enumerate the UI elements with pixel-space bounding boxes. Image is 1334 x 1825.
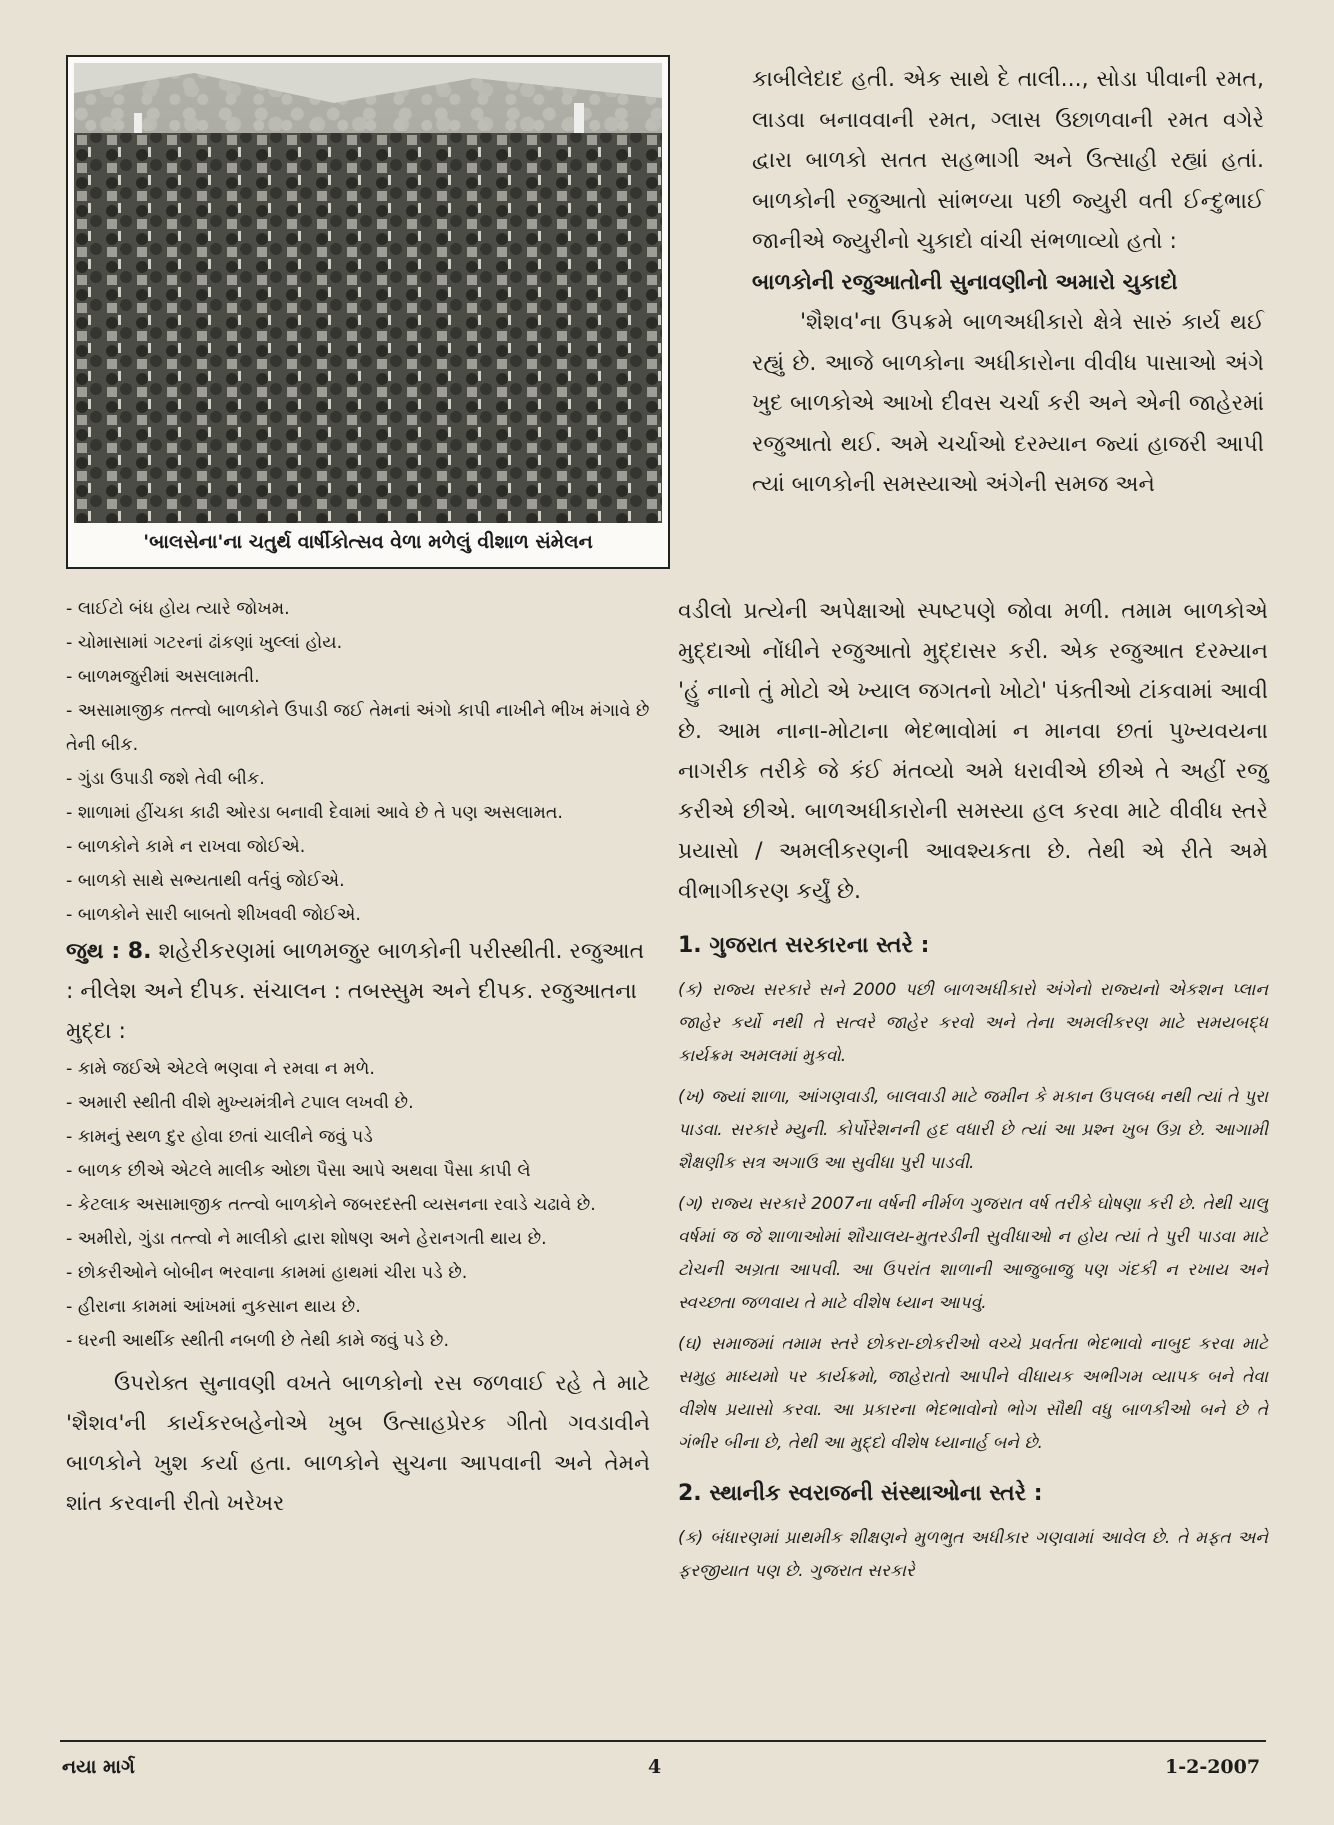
publication-name: નયા માર્ગ xyxy=(62,1756,135,1778)
section-2-heading: 2. સ્થાનીક સ્વરાજની સંસ્થાઓના સ્તરે : xyxy=(678,1481,1043,1506)
page-number: 4 xyxy=(648,1756,662,1778)
list-item: - ઘરની આર્થીક સ્થીતી નબળી છે તેથી કામે જવું પડે છે. xyxy=(66,1331,450,1351)
list-item: - લાઈટો બંધ હોય ત્યારે જોખમ. xyxy=(66,599,290,619)
list-item: - બાળકોને સારી બાબતો શીખવવી જોઈએ. xyxy=(66,905,361,925)
list-item: - બાળમજુરીમાં અસલામતી. xyxy=(66,667,260,687)
list-item: - અમીરો, ગુંડા તત્ત્વો ને માલીકો દ્વારા શોષણ અને હેરાનગતી થાય છે. xyxy=(66,1229,547,1249)
concerns-list xyxy=(66,592,650,932)
right-main-paragraph: વડીલો પ્રત્યેની અપેક્ષાઓ સ્પષ્ટપણે જોવા મળી. તમામ બાળકોએ મુદ્દાઓ નોંધીને રજુઆતો મુદ્દાસર કરી. એક રજુઆત દરમ્યાન 'હું નાનો તું મોટો એ ખ્યાલ જગતનો ખોટો' પંક્તીઓ ટાંકવામાં આવી છે. આમ નાના-મોટાના ભેદભાવોમાં ન માનવા છતાં પુખ્યવયના નાગરીક તરીકે જે કંઈ મંતવ્યો અમે ધરાવીએ છીએ તે અહીં રજુ કરીએ છીએ. બાળઅધીકારોની સમસ્યા હલ કરવા માટે વીવીધ સ્તરે પ્રયાસો / અમલીકરણની આવશ્યકતા છે. તેથી એ રીતે અમે વીભાગીકરણ કર્યું છે. xyxy=(678,599,1268,904)
crowd-photo xyxy=(74,63,662,523)
section-1-heading: 1. ગુજરાત સરકારના સ્તરે : xyxy=(678,933,930,958)
section-1-item-kha: (ખ) જ્યાં શાળા, આંગણવાડી, બાલવાડી માટે જમીન કે મકાન ઉપલબ્ધ નથી ત્યાં તે પુરા પાડવા. સરકારે મ્યુની. કોર્પોરેશનની હદ વધારી છે ત્યાં આ પ્રશ્ન ખુબ ઉગ્ર છે. આગામી શૈક્ષણીક સત્ર અગાઉ આ સુવીધા પુરી પાડવી. xyxy=(678,1087,1268,1173)
right-column-top xyxy=(752,60,1264,506)
list-item: - બાળકોને કામે ન રાખવા જોઈએ. xyxy=(66,837,306,857)
group-8-text: શહેરીકરણમાં બાળમજુર બાળકોની પરીસ્થીતી. રજુઆત : નીલેશ અને દીપક. સંચાલન : તબસ્સુમ અને દીપક. રજુઆતના મુદ્દા : xyxy=(66,939,645,1044)
list-item: - શાળામાં હીંચકા કાઢી ઓરડા બનાવી દેવામાં આવે છે તે પણ અસલામત. xyxy=(66,803,563,823)
list-item: - બાળક છીએ એટલે માલીક ઓછા પૈસા આપે અથવા પૈસા કાપી લે xyxy=(66,1161,531,1181)
list-item: - છોકરીઓને બોબીન ભરવાના કામમાં હાથમાં ચીરા પડે છે. xyxy=(66,1263,468,1283)
list-item: - બાળકો સાથે સભ્યતાથી વર્તવું જોઈએ. xyxy=(66,871,345,891)
section-1-item-gha: (ઘ) સમાજમાં તમામ સ્તરે છોકરા-છોકરીઓ વચ્ચે પ્રવર્તતા ભેદભાવો નાબુદ કરવા માટે સમુહ માધ્યમો પર કાર્યક્રમો, જાહેરાતો આપીને વીધાયક અભીગમ વ્યાપક બને તેવા વીશેષ પ્રયાસો કરવા. આ પ્રકારના ભેદભાવોનો ભોગ સૌથી વધુ બાળકીઓ બને છે તે ગંભીર બીના છે, તેથી આ મુદ્દો વીશેષ ધ્યાનાર્હ બને છે. xyxy=(678,1334,1268,1453)
list-item: - ચોમાસામાં ગટરનાં ઢાંકણાં ખુલ્લાં હોય. xyxy=(66,633,343,653)
list-item: - કામનું સ્થળ દુર હોવા છતાં ચાલીને જવું પડે xyxy=(66,1127,373,1147)
photo-frame xyxy=(66,55,670,569)
section-1-item-ka: (ક) રાજ્ય સરકારે સને 2000 પછી બાળઅધીકારો અંગેનો રાજ્યનો એકશન પ્લાન જાહેર કર્યો નથી તે સત્વરે જાહેર કરવો અને તેના અમલીકરણ માટે સમયબદ્ધ કાર્યક્રમ અમલમાં મુકવો. xyxy=(678,980,1268,1066)
section-1-item-ga: (ગ) રાજ્ય સરકારે 2007ના વર્ષની નીર્મળ ગુજરાત વર્ષ તરીકે ઘોષણા કરી છે. તેથી ચાલુ વર્ષમાં જ જે શાળાઓમાં શૌચાલય-મુતરડીની સુવીધાઓ ન હોય ત્યાં તે પુરી પાડવા માટે ટોચની અગ્રતા આપવી. આ ઉપરાંત શાળાની આજુબાજુ પણ ગંદકી ન રખાય અને સ્વચ્છતા જળવાય તે માટે વીશેષ ધ્યાન આપવું. xyxy=(678,1194,1268,1313)
group-8-points-list xyxy=(66,1052,650,1358)
verdict-heading: બાળકોની રજુઆતોની સુનાવણીનો અમારો ચુકાદો xyxy=(752,269,1178,295)
list-item: - ગુંડા ઉપાડી જશે તેવી બીક. xyxy=(66,769,265,789)
footer-rule xyxy=(60,1740,1266,1742)
issue-date: 1-2-2007 xyxy=(1165,1756,1261,1778)
left-closing-paragraph: ઉપરોક્ત સુનાવણી વખતે બાળકોનો રસ જળવાઈ રહે તે માટે 'શૈશવ'ની કાર્યકરબહેનોએ ખુબ ઉત્સાહપ્રેરક ગીતો ગવડાવીને બાળકોને ખુશ કર્યા હતા. બાળકોને સુચના આપવાની અને તેમને શાંત કરવાની રીતો ખરેખર xyxy=(66,1371,650,1516)
list-item: - કેટલાક અસામાજીક તત્ત્વો બાળકોને જબરદસ્તી વ્યસનના રવાડે ચઢાવે છે. xyxy=(66,1195,596,1215)
list-item: - અમારી સ્થીતી વીશે મુખ્યમંત્રીને ટપાલ લખવી છે. xyxy=(66,1093,414,1113)
crowd-illustration xyxy=(74,63,662,523)
photo-caption: 'બાલસેના'ના ચતુર્થ વાર્ષીકોત્સવ વેળા મળેલું વીશાળ સંમેલન xyxy=(143,531,593,553)
group-8-label: જુથ : 8. xyxy=(66,939,152,964)
list-item: - અસામાજીક તત્ત્વો બાળકોને ઉપાડી જઈ તેમનાં અંગો કાપી નાખીને ભીખ મંગાવે છે તેની બીક. xyxy=(66,701,650,755)
list-item: - કામે જઈએ એટલે ભણવા ને રમવા ન મળે. xyxy=(66,1059,375,1079)
verdict-paragraph: 'શૈશવ'ના ઉપક્રમે બાળઅધીકારો ક્ષેત્રે સારું કાર્ય થઈ રહ્યું છે. આજે બાળકોના અધીકારોના વીવીધ પાસાઓ અંગે ખુદ બાળકોએ આખો દીવસ ચર્ચા કરી અને એની જાહેરમાં રજુઆતો થઈ. અમે ચર્ચાઓ દરમ્યાન જ્યાં હાજરી આપી ત્યાં બાળકોની સમસ્યાઓ અંગેની સમજ અને xyxy=(752,310,1264,497)
list-item: - હીરાના કામમાં આંખમાં નુકસાન થાય છે. xyxy=(66,1297,361,1317)
right-top-paragraph: કાબીલેદાદ હતી. એક સાથે દે તાલી..., સોડા પીવાની રમત, લાડવા બનાવવાની રમત, ગ્લાસ ઉછાળવાની રમત વગેરે દ્વારા બાળકો સતત સહભાગી અને ઉત્સાહી રહ્યાં હતાં. બાળકોની રજુઆતો સાંભળ્યા પછી જ્યુરી વતી ઈન્દુભાઈ જાનીએ જ્યુરીનો ચુકાદો વાંચી સંભળાવ્યો હતો : xyxy=(752,67,1264,254)
group-8-heading xyxy=(66,932,650,1052)
section-2-item-ka: (ક) બંધારણમાં પ્રાથમીક શીક્ષણને મુળભુત અધીકાર ગણવામાં આવેલ છે. તે મફત અને ફરજીયાત પણ છે. ગુજરાત સરકારે xyxy=(678,1528,1268,1581)
right-column-main xyxy=(678,592,1268,1588)
left-column xyxy=(66,592,650,1524)
